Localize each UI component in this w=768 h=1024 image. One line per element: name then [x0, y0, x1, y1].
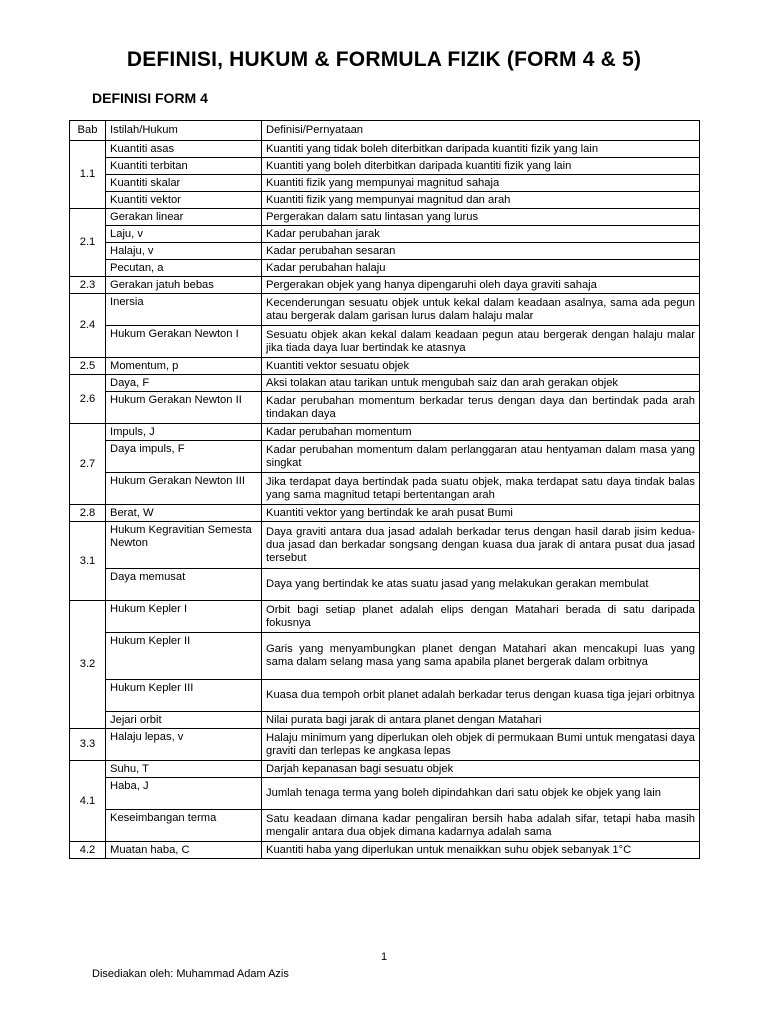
table-row — [70, 505, 700, 522]
table-row — [70, 260, 700, 277]
term-cell: Hukum Gerakan Newton I — [106, 326, 262, 358]
table-row — [70, 441, 700, 473]
bab-cell: 2.6 — [70, 375, 106, 424]
definition-cell: Satu keadaan dimana kadar pengaliran bersih haba adalah sifar, tetapi haba masih mengalir antara dua objek dimana kadarnya adalah sama — [262, 810, 700, 842]
table-row — [70, 375, 700, 392]
bab-cell: 2.5 — [70, 358, 106, 375]
term-cell: Berat, W — [106, 505, 262, 522]
prepared-by: Disediakan oleh: Muhammad Adam Azis — [92, 968, 289, 980]
term-cell: Daya impuls, F — [106, 441, 262, 473]
definition-cell: Kuantiti vektor yang bertindak ke arah pusat Bumi — [262, 505, 700, 522]
bab-cell: 3.1 — [70, 522, 106, 601]
definition-cell: Kuantiti vektor sesuatu objek — [262, 358, 700, 375]
definition-cell: Darjah kepanasan bagi sesuatu objek — [262, 761, 700, 778]
table-row — [70, 294, 700, 326]
table-row — [70, 226, 700, 243]
definition-cell: Halaju minimum yang diperlukan oleh objek di permukaan Bumi untuk mengatasi daya graviti dan terlepas ke angkasa lepas — [262, 729, 700, 761]
definition-cell: Orbit bagi setiap planet adalah elips dengan Matahari berada di satu daripada fokusnya — [262, 601, 700, 633]
table-row — [70, 243, 700, 260]
term-cell: Suhu, T — [106, 761, 262, 778]
term-cell: Halaju lepas, v — [106, 729, 262, 761]
term-cell: Laju, v — [106, 226, 262, 243]
table-row — [70, 761, 700, 778]
table-row — [70, 192, 700, 209]
bab-cell: 4.1 — [70, 761, 106, 842]
definition-cell: Garis yang menyambungkan planet dengan Matahari akan mencakupi luas yang sama dalam selang masa yang sama apabila planet bergerak dalam orbitnya — [262, 633, 700, 680]
definitions-table — [69, 120, 700, 859]
definition-cell: Nilai purata bagi jarak di antara planet dengan Matahari — [262, 712, 700, 729]
term-cell: Impuls, J — [106, 424, 262, 441]
definition-cell: Kadar perubahan jarak — [262, 226, 700, 243]
term-cell: Hukum Kepler II — [106, 633, 262, 680]
definition-cell: Kuasa dua tempoh orbit planet adalah berkadar terus dengan kuasa tiga jejari orbitnya — [262, 680, 700, 712]
term-cell: Hukum Kepler I — [106, 601, 262, 633]
definition-cell: Aksi tolakan atau tarikan untuk mengubah saiz dan arah gerakan objek — [262, 375, 700, 392]
term-cell: Pecutan, a — [106, 260, 262, 277]
table-row — [70, 601, 700, 633]
table-row — [70, 277, 700, 294]
definition-cell: Daya graviti antara dua jasad adalah berkadar terus dengan hasil darab jisim kedua-dua jasad dan berkadar songsang dengan kuasa dua jarak di antara pusat dua jasad tersebut — [262, 522, 700, 569]
term-cell: Momentum, p — [106, 358, 262, 375]
definition-cell: Kuantiti yang tidak boleh diterbitkan daripada kuantiti fizik yang lain — [262, 141, 700, 158]
definition-cell: Kuantiti haba yang diperlukan untuk menaikkan suhu objek sebanyak 1°C — [262, 842, 700, 859]
table-row — [70, 778, 700, 810]
term-cell: Hukum Kegravitian Semesta Newton — [106, 522, 262, 569]
term-cell: Inersia — [106, 294, 262, 326]
bab-cell: 2.8 — [70, 505, 106, 522]
definition-cell: Kadar perubahan momentum berkadar terus dengan daya dan bertindak pada arah tindakan daya — [262, 392, 700, 424]
table-row — [70, 209, 700, 226]
bab-cell: 2.1 — [70, 209, 106, 277]
table-row — [70, 392, 700, 424]
table-row — [70, 810, 700, 842]
term-cell: Kuantiti vektor — [106, 192, 262, 209]
header-definisi: Definisi/Pernyataan — [262, 121, 700, 141]
bab-cell: 3.2 — [70, 601, 106, 729]
table-row — [70, 326, 700, 358]
definition-cell: Daya yang bertindak ke atas suatu jasad yang melakukan gerakan membulat — [262, 569, 700, 601]
term-cell: Kuantiti asas — [106, 141, 262, 158]
table-body — [70, 141, 700, 859]
definition-cell: Pergerakan objek yang hanya dipengaruhi oleh daya graviti sahaja — [262, 277, 700, 294]
bab-cell: 4.2 — [70, 842, 106, 859]
table-row — [70, 522, 700, 569]
table-row — [70, 158, 700, 175]
table-row — [70, 141, 700, 158]
table-row — [70, 424, 700, 441]
term-cell: Keseimbangan terma — [106, 810, 262, 842]
definition-cell: Jumlah tenaga terma yang boleh dipindahkan dari satu objek ke objek yang lain — [262, 778, 700, 810]
definition-cell: Kadar perubahan halaju — [262, 260, 700, 277]
definition-cell: Kecenderungan sesuatu objek untuk kekal dalam keadaan asalnya, sama ada pegun atau bergerak dalam garisan lurus dalam halaju malar — [262, 294, 700, 326]
definition-cell: Sesuatu objek akan kekal dalam keadaan pegun atau bergerak dengan halaju malar jika tiada daya luar bertindak ke atasnya — [262, 326, 700, 358]
bab-cell: 2.7 — [70, 424, 106, 505]
term-cell: Jejari orbit — [106, 712, 262, 729]
bab-cell: 2.3 — [70, 277, 106, 294]
definition-cell: Kuantiti yang boleh diterbitkan daripada kuantiti fizik yang lain — [262, 158, 700, 175]
definition-cell: Kadar perubahan momentum — [262, 424, 700, 441]
term-cell: Muatan haba, C — [106, 842, 262, 859]
page-title: DEFINISI, HUKUM & FORMULA FIZIK (FORM 4 & 5) — [126, 48, 642, 71]
definition-cell: Kuantiti fizik yang mempunyai magnitud sahaja — [262, 175, 700, 192]
definition-cell: Pergerakan dalam satu lintasan yang lurus — [262, 209, 700, 226]
table-header-row — [70, 121, 700, 141]
header-istilah: Istilah/Hukum — [106, 121, 262, 141]
page-number: 1 — [380, 951, 388, 963]
definition-cell: Kadar perubahan sesaran — [262, 243, 700, 260]
bab-cell: 3.3 — [70, 729, 106, 761]
term-cell: Daya memusat — [106, 569, 262, 601]
table-row — [70, 569, 700, 601]
term-cell: Gerakan linear — [106, 209, 262, 226]
table-row — [70, 680, 700, 712]
bab-cell: 2.4 — [70, 294, 106, 358]
term-cell: Hukum Gerakan Newton II — [106, 392, 262, 424]
table-row — [70, 175, 700, 192]
table-row — [70, 712, 700, 729]
definition-cell: Kuantiti fizik yang mempunyai magnitud dan arah — [262, 192, 700, 209]
header-bab: Bab — [70, 121, 106, 141]
term-cell: Halaju, v — [106, 243, 262, 260]
table-row — [70, 842, 700, 859]
term-cell: Hukum Kepler III — [106, 680, 262, 712]
term-cell: Kuantiti skalar — [106, 175, 262, 192]
term-cell: Gerakan jatuh bebas — [106, 277, 262, 294]
table-row — [70, 729, 700, 761]
table-row — [70, 358, 700, 375]
table-row — [70, 633, 700, 680]
definition-cell: Kadar perubahan momentum dalam perlanggaran atau hentyaman dalam masa yang singkat — [262, 441, 700, 473]
table-row — [70, 473, 700, 505]
term-cell: Kuantiti terbitan — [106, 158, 262, 175]
definition-cell: Jika terdapat daya bertindak pada suatu objek, maka terdapat satu daya tindak balas yang sama magnitud tetapi bertentangan arah — [262, 473, 700, 505]
term-cell: Daya, F — [106, 375, 262, 392]
term-cell: Hukum Gerakan Newton III — [106, 473, 262, 505]
section-heading: DEFINISI FORM 4 — [92, 90, 208, 106]
bab-cell: 1.1 — [70, 141, 106, 209]
term-cell: Haba, J — [106, 778, 262, 810]
